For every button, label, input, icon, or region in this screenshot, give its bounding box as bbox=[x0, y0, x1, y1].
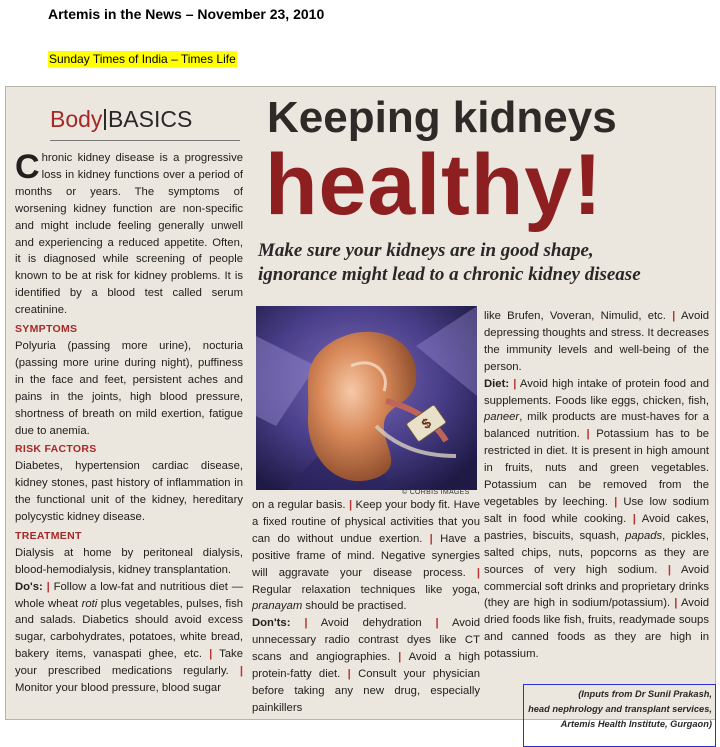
article-column-3 bbox=[484, 308, 709, 663]
separator: | bbox=[304, 617, 308, 630]
newspaper-clipping bbox=[5, 86, 716, 729]
section-kicker bbox=[50, 106, 192, 133]
dos-text-c: Take your prescribed medications regularly. bbox=[15, 648, 243, 678]
col2-text-b: Keep your body fit. Have a fixed routine of physical activities that you can do without undue exertion. bbox=[252, 499, 481, 545]
separator: | bbox=[513, 377, 517, 390]
symptoms-text: Polyuria (passing more urine), nocturia (passing more urine during night), puffiness in the face and feet, persistent aches and pains in the joints, high blood pressure, shortness of breath on mild exertion, fatigue due to anemia. bbox=[15, 339, 243, 437]
col2-text-c: Have a positive frame of mind. Negative synergies will aggravate your disease process. bbox=[252, 532, 480, 579]
diet-text-g: Avoid commercial soft drinks and proprietary drinks (they are high in sodium/potassium). bbox=[484, 563, 710, 610]
treatment-heading: TREATMENT bbox=[15, 529, 82, 542]
inputs-line1: (Inputs from Dr Sunil Prakash, bbox=[578, 689, 712, 699]
diet-text-f: , pickles, salted chips, nuts, popcorns as they are sources of very high sodium. bbox=[484, 529, 709, 576]
separator: | bbox=[46, 580, 50, 593]
kicker-rule bbox=[50, 140, 240, 141]
separator: | bbox=[672, 310, 676, 322]
separator: | bbox=[476, 566, 480, 579]
diet-text-c: Potassium has to be restricted in diet. It is present in high amount in fruits, nuts and green vegetables. Potassium can be removed from the vegetables by leeching. bbox=[484, 428, 710, 508]
separator: | bbox=[435, 617, 439, 630]
diet-paragraph bbox=[484, 376, 709, 663]
headline-line2: healthy! bbox=[265, 137, 603, 233]
dos-label: Do's: bbox=[15, 580, 43, 593]
donts-text-b: Avoid unnecessary radio contrast dyes like CT scans and angiographies. bbox=[252, 617, 480, 664]
risk-factors-heading: RISK FACTORS bbox=[15, 443, 97, 456]
col2-text-d: Regular relaxation techniques like yoga, bbox=[252, 583, 480, 596]
col2-text-a: on a regular basis. bbox=[252, 499, 346, 511]
separator: | bbox=[347, 668, 351, 681]
col3-text-b: Avoid depressing thoughts and stress. It decreases the immunity levels and well-being of the person. bbox=[484, 310, 710, 373]
separator: | bbox=[398, 651, 402, 664]
headline-line1: Keeping kidneys bbox=[267, 93, 617, 142]
separator: | bbox=[614, 495, 618, 508]
donts-text-c: Avoid a high protein-fatty diet. bbox=[252, 651, 481, 681]
diet-label: Diet: bbox=[484, 377, 510, 390]
separator: | bbox=[667, 563, 672, 576]
subheading bbox=[258, 239, 718, 287]
diet-text-h: Avoid dried foods like fish, fruits, readymade soups and canned foods as they are high in potassium. bbox=[484, 597, 710, 661]
inputs-line3: Artemis Health Institute, Gurgaon) bbox=[560, 719, 712, 729]
inputs-line2: head nephrology and transplant services, bbox=[528, 704, 712, 714]
treatment-text: Dialysis at home by peritoneal dialysis, blood-hemodialysis, kidney transplantation. bbox=[15, 546, 243, 576]
separator: | bbox=[586, 428, 590, 441]
separator: | bbox=[674, 597, 678, 610]
kicker-basics: BASICS bbox=[107, 106, 193, 132]
photo-credit: © CORBIS IMAGES bbox=[402, 489, 470, 496]
col2-text-e: should be practised. bbox=[305, 600, 407, 613]
dos-paragraph bbox=[15, 579, 243, 697]
donts-text-d: Consult your physician before taking any new drug, especially painkillers bbox=[252, 668, 481, 714]
separator: | bbox=[429, 532, 433, 545]
col2-paragraph bbox=[252, 497, 480, 615]
dos-text-b: plus vegetables, pulses, fish and salads. Diabetics should avoid excess sugar, carbohydrates, potatoes, white bread, bakery items, vanaspati ghee, etc. bbox=[15, 597, 244, 661]
drop-cap: C bbox=[15, 148, 40, 186]
dos-text-a: Follow a low-fat and nutritious diet —whole wheat bbox=[15, 580, 243, 610]
dos-text-d: Monitor your blood pressure, blood sugar bbox=[15, 682, 221, 695]
kidney-photo bbox=[256, 306, 477, 490]
kicker-body: Body bbox=[50, 106, 103, 132]
diet-papads: papads bbox=[625, 529, 663, 542]
page-title: Artemis in the News – November 23, 2010 bbox=[48, 6, 325, 22]
source-label: Sunday Times of India – Times Life bbox=[49, 52, 236, 66]
col3-paragraph bbox=[484, 308, 709, 376]
article-column-2 bbox=[252, 497, 480, 717]
donts-paragraph bbox=[252, 615, 480, 716]
separator: | bbox=[632, 512, 636, 525]
article-column-1 bbox=[15, 150, 243, 697]
kicker-divider bbox=[104, 109, 106, 130]
separator: | bbox=[348, 499, 353, 511]
symptoms-heading: SYMPTOMS bbox=[15, 323, 78, 336]
col2-pranayam: pranayam bbox=[252, 600, 303, 613]
dos-roti: roti bbox=[81, 597, 98, 610]
intro-paragraph bbox=[15, 150, 243, 319]
diet-text-e: Avoid cakes, pastries, biscuits, squash, bbox=[484, 512, 710, 542]
risk-factors-text: Diabetes, hypertension cardiac disease, kidney stones, past history of inflammation in the functional unit of the kidney, hereditary polycystic kidney disease. bbox=[15, 460, 243, 524]
separator: | bbox=[239, 665, 244, 678]
intro-text: hronic kidney disease is a progressive loss in kidney functions over a period of months or years. The symptoms of worsening kidney function are non-specific and might include feeling generally unwell and experiencing a reduced appetite. Often, it is diagnosed while screening of people known to be at risk for kidney problems. It is identified by a blood test called serum creatinine. bbox=[15, 152, 243, 317]
svg-text:$: $ bbox=[418, 414, 435, 433]
subheading-line2: ignorance might lead to a chronic kidney disease bbox=[258, 264, 641, 285]
diet-text-a: Avoid high intake of protein food and supplements. Foods like eggs, chicken, fish, bbox=[484, 377, 709, 407]
donts-text-a: Avoid dehydration bbox=[320, 617, 422, 630]
subheading-line1: Make sure your kidneys are in good shape, bbox=[258, 240, 594, 261]
diet-text-b: , milk products are must-haves for a balanced nutrition. bbox=[484, 411, 709, 441]
separator: | bbox=[209, 648, 213, 661]
inputs-credit bbox=[526, 687, 712, 732]
donts-label: Don'ts: bbox=[252, 617, 291, 630]
diet-text-d: Use low sodium salt in food while cooking. bbox=[484, 495, 709, 525]
diet-paneer: paneer bbox=[484, 411, 520, 424]
col3-text-a: like Brufen, Voveran, Nimulid, etc. bbox=[484, 310, 666, 322]
kidney-illustration-icon bbox=[256, 306, 477, 490]
